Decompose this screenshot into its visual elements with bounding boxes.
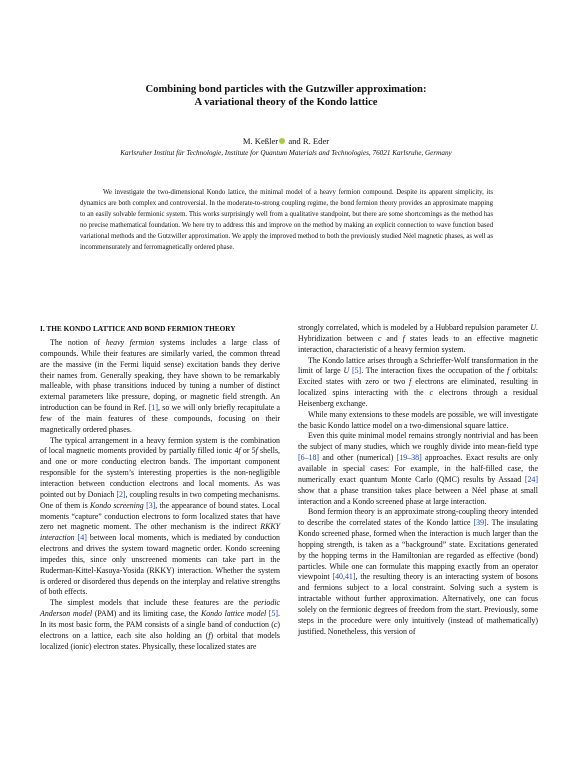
citation-link[interactable]: [40,41] [332, 572, 356, 582]
citation-link[interactable]: [1] [148, 403, 158, 413]
author-name: M. Keßler [242, 136, 279, 146]
paragraph: The notion of heavy fermion systems includes a large class of compounds. While their features are similarly varied, the common thread are the massive (in the Fermi liquid sense) excitation bands they derive their names from. Generally speaking, they have shown to be remarkably malleable, with phase transitions induced by tuning a number of distinct external parameters like pressure, doping, or magnetic field strength. An introduction can be found in Ref. [1], so we will only briefly recapitulate a few of the main features of these compounds, focusing on their magnetically ordered phases. [40, 338, 280, 434]
abstract-text: We investigate the two-dimensional Kondo lattice, the minimal model of a heavy fermion compound. Despite its apparent simplicity, its dynamics are both complex and controversial. In the moderate-to-strong coupling regime, the bond fermion theory provides an approximate mapping to an easily solvable fermionic system. This works surprisingly well from a qualitative standpoint, but there are some shortcomings as the method has no precise mathematical foundation. We here try to address this and improve on the method by making an explicit connection to wave function based variational methods and the Gutzwiller approximation. We apply the improved method to both the previously studied Néel magnetic phases, as well as incommensurately and ferromagnetically ordered phase. [80, 189, 493, 252]
citation-link[interactable]: [39] [473, 518, 487, 528]
title-line-2: A variational theory of the Kondo lattice [194, 97, 378, 108]
citation-link[interactable]: [24] [524, 474, 538, 484]
citation-link[interactable]: [5] [351, 366, 362, 376]
paragraph: Even this quite minimal model remains strongly nontrivial and has been the subject of many studies, which we roughly divide into mean-field type [6–18] and other (numerical) [19–38] approaches. Exact results are only available in special cases: For example, in the half-filled case, the numerically exact quantum Monte Carlo (QMC) results by Assaad [24] show that a phase transition takes place between a Néel phase at small interaction and a Kondo screened phase at large interaction. [298, 431, 538, 506]
section-heading: I. THE KONDO LATTICE AND BOND FERMION THEORY [40, 324, 236, 333]
abstract [80, 187, 493, 253]
paragraph: Bond fermion theory is an approximate strong-coupling theory intended to describe the correlated states of the Kondo lattice [39]. The insulating Kondo screened phase, formed when the interaction is much larger than the hopping strength, is taken as a “background” state. Excitations generated by the hopping terms in the Hamiltonian are regarded as effective (bond) particles. While one can formulate this mapping exactly from an operator viewpoint [40,41], the resulting theory is an interacting system of bosons and fermions subject to a local constraint. Solving such a system is intractable without further approximation. Alternatively, one can focus solely on the fermionic degrees of freedom from the start. Previously, some steps in the procedure were only intuitively (instead of mathematically) justified. Nonetheless, this version of [298, 507, 539, 636]
column-right [298, 323, 538, 637]
orcid-icon[interactable] [279, 138, 285, 144]
citation-link[interactable]: [6–18] [298, 453, 320, 463]
author-list [40, 136, 532, 147]
citation-link[interactable]: [4] [77, 533, 87, 543]
paragraph: The simplest models that include these features are the periodic Anderson model (PAM) and its limiting case, the Kondo lattice model [5]. In its most basic form, the PAM consists of a single band of conduction (c) electrons on a lattice, each site also holding an (f) orbital that models localized (ionic) electron states. Physically, these localized states are [40, 598, 280, 651]
citation-link[interactable]: [5] [268, 609, 278, 619]
affiliation: Karlsruher Institut für Technologie, Institute for Quantum Materials and Technologies, 76021 Karlsruhe, Germany [120, 149, 452, 157]
paragraph: The Kondo lattice arises through a Schrieffer-Wolf transformation in the limit of large U [5]. The interaction fixes the occupation of the f orbitals: Excited states with zero or two f electrons are eliminated, resulting in localized spins interacting with the c electrons through a residual Heisenberg exchange. [298, 355, 538, 408]
author-name: R. Eder [302, 136, 330, 146]
paper-title [40, 83, 532, 109]
citation-link[interactable]: [3] [146, 500, 156, 510]
paragraph: While many extensions to these models are possible, we will investigate the basic Kondo lattice model on a two-dimensional square lattice. [298, 409, 538, 430]
paragraph: strongly correlated, which is modeled by a Hubbard repulsion parameter U. Hybridization between c and f states leads to an effective magnetic interaction, characteristic of a heavy fermion system. [298, 323, 539, 354]
author-connector: and [286, 136, 303, 146]
citation-link[interactable]: [2] [116, 489, 126, 499]
column-left [40, 323, 280, 652]
title-line-1: Combining bond particles with the Gutzwiller approximation: [145, 84, 427, 95]
citation-link[interactable]: [19–38] [396, 453, 422, 463]
paragraph: The typical arrangement in a heavy fermion system is the combination of local magnetic moments provided by partially filled ionic 4f or 5f shells, and one or more conducting electron bands. The important component responsible for the system’s interesting properties is the non-negligible interaction between conduction electrons and local moments. As was pointed out by Doniach [2], coupling results in two competing mechanisms. One of them is Kondo screening [3], the appearance of bound states. Local moments “capture” conduction electrons to form localized states that have zero net magnetic moment. The other mechanism is the indirect RKKY interaction [4] between local moments, which is mediated by conduction electrons and drives the system toward magnetic order. Kondo screening impedes this, since only unscreened moments can take part in the Ruderman-Kittel-Kasuya-Yosida (RKKY) interaction. Whether the system is ordered or disordered thus depends on the interplay and relative strengths of both effects. [40, 435, 281, 597]
